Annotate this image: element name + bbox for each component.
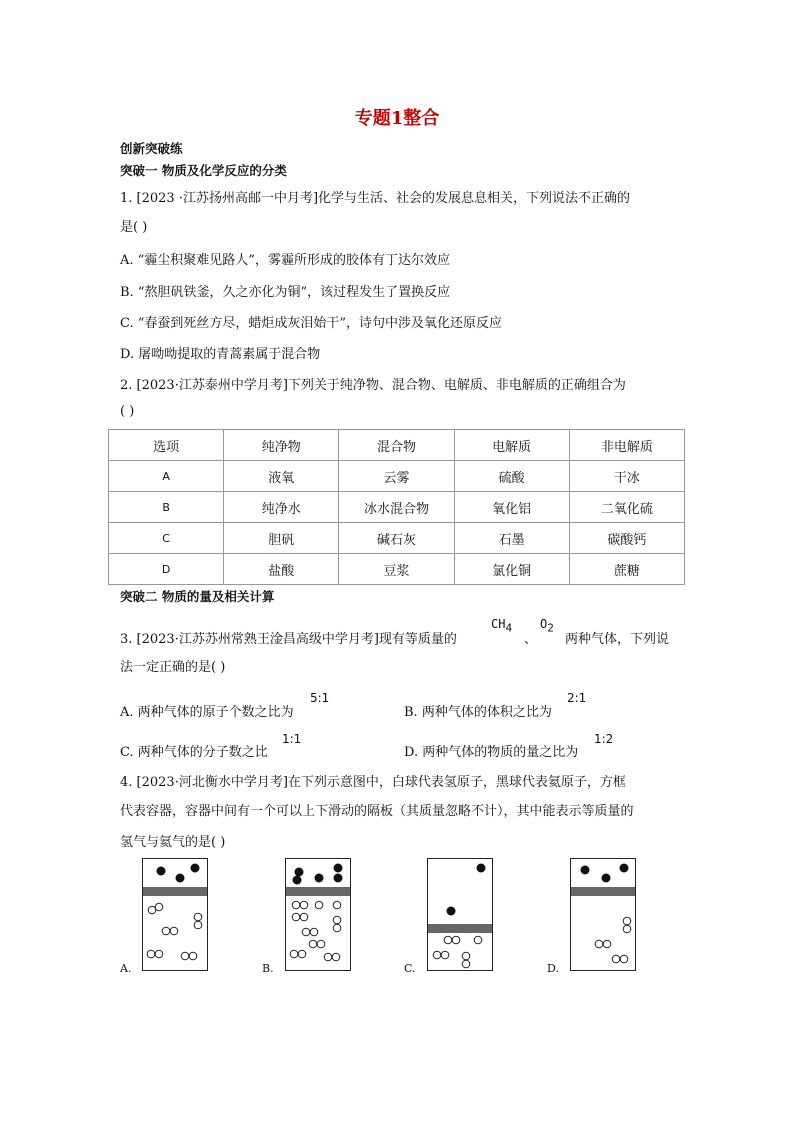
table-header-cell: 混合物 [339,430,454,461]
q1-option-a: A. “霾尘积聚难见路人”，雾霾所形成的胶体有丁达尔效应 [120,253,450,268]
diagram-c-container [427,858,493,971]
helium-atom [620,864,629,873]
table-cell: A [109,461,224,492]
diagram-d-container [570,858,636,971]
hydrogen-atom [317,940,325,948]
helium-atom [581,866,590,875]
helium-atom [191,864,200,873]
formula-ch4-symbol: CH [491,617,506,631]
table-header-cell: 纯净物 [224,430,339,461]
table-cell: C [109,523,224,554]
diagram-a-label: A. [120,962,132,975]
part2-heading: 突破二 物质的量及相关计算 [120,589,275,604]
sliding-partition [428,924,492,933]
hydrogen-atom [620,955,628,963]
sliding-partition [286,887,350,896]
table-cell: 云雾 [339,461,454,492]
table-cell: 碳酸钙 [569,523,684,554]
q3-option-c: C. 两种气体的分子数之比 [120,745,268,760]
q3-stem-line1: 3. [2023·江苏苏州常熟王淦昌高级中学月考]现有等质量的 [120,632,457,647]
q3-stem-suffix: 两种气体，下列说 [565,632,670,647]
table-cell: 硫酸 [454,461,569,492]
hydrogen-atom [189,952,197,960]
hydrogen-atom [612,955,620,963]
hydrogen-atom [170,927,178,935]
q3-option-b: B. 两种气体的体积之比为 [404,705,552,720]
hydrogen-atom [155,950,163,958]
hydrogen-atom [462,960,470,968]
diagram-a-container [142,858,208,971]
q1-option-d: D. 屠呦呦提取的青蒿素属于混合物 [120,347,321,362]
hydrogen-atom [332,953,340,961]
table-cell: B [109,492,224,523]
hydrogen-atom [194,921,202,929]
hydrogen-atom [292,901,300,909]
formula-ch4-subscript: 4 [505,621,513,635]
table-cell: 豆浆 [339,554,454,585]
table-header-cell: 选项 [109,430,224,461]
hydrogen-atom [315,901,323,909]
hydrogen-atom [300,901,308,909]
page-title: 专题1整合 [354,108,440,129]
q1-option-c: C. “春蚕到死丝方尽，蜡炬成灰泪始干”，诗句中涉及氧化还原反应 [120,316,503,331]
q4-stem-line1: 4. [2023·河北衡水中学月考]在下列示意图中，白球代表氢原子，黑球代表氦原子，方框 [120,775,626,790]
hydrogen-atom [623,917,631,925]
q1-stem-line2: 是( ) [120,220,148,235]
q3-option-a-ratio: 5:1 [310,691,330,705]
helium-atom [334,874,343,883]
q2-answer-table [108,429,685,585]
q2-stem-line1: 2. [2023·江苏泰州中学月考]下列关于纯净物、混合物、电解质、非电解质的正确组合为 [120,378,626,393]
table-header-cell: 非电解质 [569,430,684,461]
hydrogen-atom [433,951,441,959]
hydrogen-atom [595,940,603,948]
hydrogen-atom [462,952,470,960]
helium-atom [447,907,456,916]
q4-stem-line3: 氢气与氦气的是( ) [120,835,226,850]
hydrogen-atom [444,936,452,944]
diagram-b-label: B. [262,962,274,975]
helium-atom [315,874,324,883]
table-row [109,492,685,523]
hydrogen-atom [302,928,310,936]
table-cell: 石墨 [454,523,569,554]
table-cell: 纯净水 [224,492,339,523]
table-cell: 碱石灰 [339,523,454,554]
q3-stem-line2: 法一定正确的是( ) [120,660,226,675]
table-row [109,554,685,585]
formula-separator: 、 [524,632,538,647]
sliding-partition [143,887,207,896]
hydrogen-atom [147,950,155,958]
table-row [109,461,685,492]
q3-option-b-ratio: 2:1 [567,691,587,705]
hydrogen-atom [333,916,341,924]
hydrogen-atom [309,940,317,948]
hydrogen-atom [441,951,449,959]
formula-ch4 [491,617,512,634]
table-cell: D [109,554,224,585]
helium-atom [176,874,185,883]
q1-stem-line1: 1. [2023 ·江苏扬州高邮一中月考]化学与生活、社会的发展息息相关，下列说法不正确的 [120,191,631,206]
hydrogen-atom [162,927,170,935]
q3-option-c-ratio: 1:1 [282,732,302,746]
helium-atom [295,868,304,877]
hydrogen-atom [148,906,156,914]
table-cell: 蔗糖 [569,554,684,585]
table-cell: 盐酸 [224,554,339,585]
hydrogen-atom [324,953,332,961]
q1-option-b: B. “熬胆矾铁釜，久之亦化为铜”，该过程发生了置换反应 [120,285,451,300]
helium-atom [602,874,611,883]
diagram-c-label: C. [404,962,416,975]
hydrogen-atom [155,903,163,911]
hydrogen-atom [181,952,189,960]
hydrogen-atom [623,925,631,933]
table-cell: 氯化铜 [454,554,569,585]
q3-option-d-ratio: 1:2 [594,732,614,746]
q3-option-a: A. 两种气体的原子个数之比为 [120,705,294,720]
helium-atom [157,867,166,876]
hydrogen-atom [310,928,318,936]
table-cell: 二氧化硫 [569,492,684,523]
hydrogen-atom [292,913,300,921]
q2-stem-line2: ( ) [120,404,135,419]
hydrogen-atom [452,936,460,944]
section-heading: 创新突破练 [120,141,183,156]
hydrogen-atom [603,940,611,948]
part1-heading: 突破一 物质及化学反应的分类 [120,163,287,178]
diagram-d-label: D. [547,962,559,975]
hydrogen-atom [290,950,298,958]
helium-atom [334,864,343,873]
hydrogen-atom [333,924,341,932]
hydrogen-atom [298,950,306,958]
formula-o2-subscript: 2 [547,621,554,635]
formula-o2-symbol: O [540,617,548,631]
helium-atom [477,864,486,873]
table-cell: 胆矾 [224,523,339,554]
q4-stem-line2: 代表容器，容器中间有一个可以上下滑动的隔板（其质量忽略不计），其中能表示等质量的 [120,804,634,819]
table-header-cell: 电解质 [454,430,569,461]
helium-atom [293,876,302,885]
formula-o2 [540,617,554,634]
sliding-partition [571,887,635,896]
table-cell: 液氧 [224,461,339,492]
hydrogen-atom [474,936,482,944]
q3-option-d: D. 两种气体的物质的量之比为 [404,745,579,760]
table-header-row [109,430,685,461]
hydrogen-atom [333,901,341,909]
table-cell: 氧化铝 [454,492,569,523]
table-row [109,523,685,554]
diagram-b-container [285,858,351,971]
table-cell: 干冰 [569,461,684,492]
hydrogen-atom [194,913,202,921]
hydrogen-atom [300,913,308,921]
table-cell: 冰水混合物 [339,492,454,523]
